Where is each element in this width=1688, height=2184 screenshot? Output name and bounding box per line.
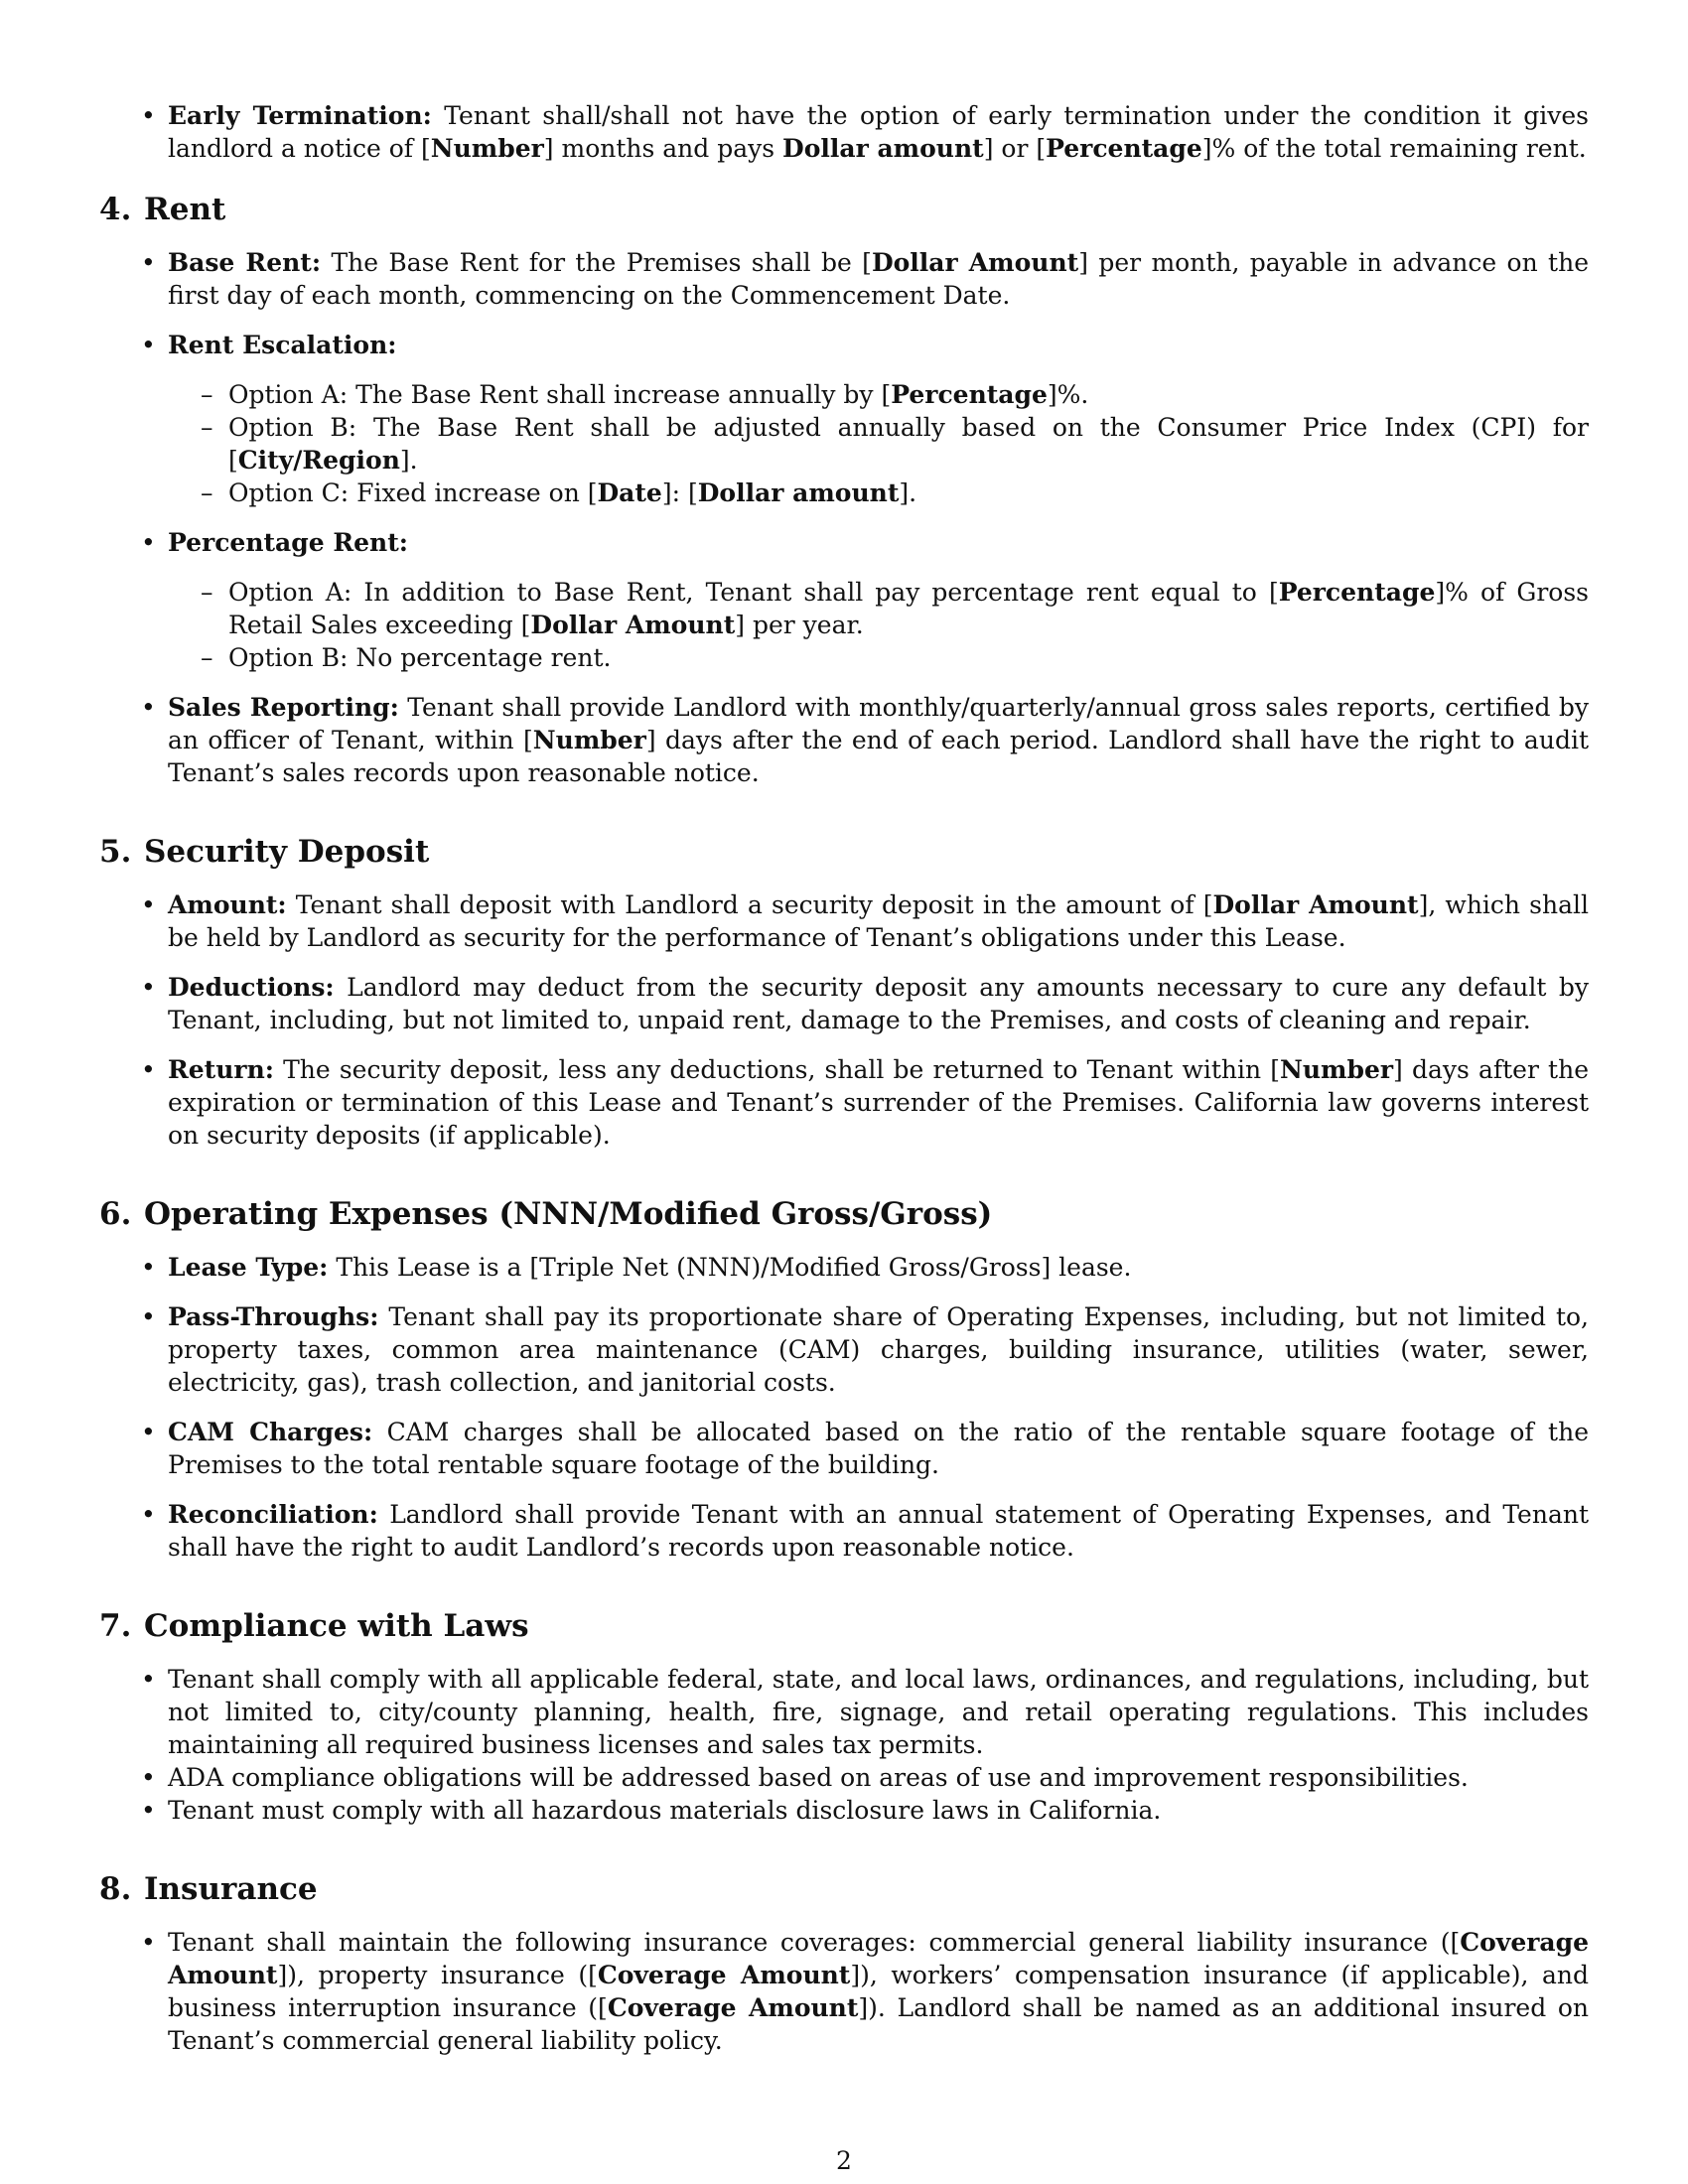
list-item-deductions: • Deductions: Landlord may deduct from the security deposit any amounts necessary to cure any default by Tenant, including, but not limited to, unpaid rent, damage to the Premises, and costs of cleaning and repair. — [168, 971, 1589, 1036]
list-item-pass-throughs: • Pass-Throughs: Tenant shall pay its proportionate share of Operating Expenses, including, but not limited to, property taxes, common area maintenance (CAM) charges, building insurance, utilities (water, sewer, electricity, gas), trash collection, and janitorial costs. — [168, 1300, 1589, 1399]
list-item-sales-reporting: • Sales Reporting: Tenant shall provide Landlord with monthly/quarterly/annual gross sales reports, certified by an officer of Tenant, within [Number] days after the end of each period. Landlord shall have the right to audit Tenant’s sales records upon reasonable notice. — [168, 691, 1589, 789]
percentage-rent-options — [168, 576, 1589, 674]
section-heading-compliance: 7. Compliance with Laws — [99, 1608, 529, 1644]
list-item-rent-escalation: • Rent Escalation: – Option A: The Base Rent shall increase annually by [Percentage]%. – Option B: The Base Rent shall be adjusted annually based on the Consumer Price Index (CPI) for [City/Region]. – Option C: Fixed increase on [Date]: [Dollar amount]. — [168, 329, 1589, 509]
section-heading-insurance: 8. Insurance — [99, 1871, 318, 1907]
section-heading-rent: 4. Rent — [99, 192, 226, 227]
list-item-cam-charges: • CAM Charges: CAM charges shall be allocated based on the ratio of the rentable square footage of the Premises to the total rentable square footage of the building. — [168, 1416, 1589, 1481]
sub-item-percentage-a: – Option A: In addition to Base Rent, Tenant shall pay percentage rent equal to [Percentage]% of Gross Retail Sales exceeding [Dollar Amount] per year. — [228, 576, 1589, 641]
list-item-insurance: • Tenant shall maintain the following insurance coverages: commercial general liability insurance ([Coverage Amount]), property insurance ([Coverage Amount]), workers’ compensation insurance (if applicable), and business interruption insurance ([Coverage Amount]). Landlord shall be named as an additional insured on Tenant’s commercial general liability policy. — [168, 1926, 1589, 2057]
list-item-lease-type: • Lease Type: This Lease is a [Triple Net (NNN)/Modified Gross/Gross] lease. — [168, 1251, 1589, 1284]
sub-item-escalation-b: – Option B: The Base Rent shall be adjusted annually based on the Consumer Price Index (CPI) for [City/Region]. — [228, 411, 1589, 477]
early-termination-list — [99, 99, 1589, 165]
list-item-early-termination: • Early Termination: Tenant shall/shall not have the option of early termination under the condition it gives landlord a notice of [Number] months and pays Dollar amount] or [Percentage]% of the total remaining rent. — [168, 99, 1589, 165]
list-item: • Tenant shall comply with all applicable federal, state, and local laws, ordinances, and regulations, including, but not limited to, city/county planning, health, fire, signage, and retail operating regulations. This includes maintaining all required business licenses and sales tax permits. — [168, 1663, 1589, 1761]
compliance-list — [99, 1663, 1589, 1827]
document-body — [99, 99, 1589, 2074]
rent-escalation-options — [168, 378, 1589, 509]
list-item-reconciliation: • Reconciliation: Landlord shall provide Tenant with an annual statement of Operating Expenses, and Tenant shall have the right to audit Landlord’s records upon reasonable notice. — [168, 1498, 1589, 1564]
rent-list — [99, 246, 1589, 789]
section-heading-operating-expenses: 6. Operating Expenses (NNN/Modified Gross/Gross) — [99, 1196, 993, 1232]
insurance-list — [99, 1926, 1589, 2057]
security-deposit-list — [99, 888, 1589, 1152]
operating-expenses-list — [99, 1251, 1589, 1564]
sub-item-escalation-c: – Option C: Fixed increase on [Date]: [Dollar amount]. — [228, 477, 1589, 509]
list-item: • Tenant must comply with all hazardous materials disclosure laws in California. — [168, 1794, 1589, 1827]
sub-item-escalation-a: – Option A: The Base Rent shall increase annually by [Percentage]%. — [228, 378, 1589, 411]
list-item: • ADA compliance obligations will be addressed based on areas of use and improvement responsibilities. — [168, 1761, 1589, 1794]
list-item-amount: • Amount: Tenant shall deposit with Landlord a security deposit in the amount of [Dollar Amount], which shall be held by Landlord as security for the performance of Tenant’s obligations under this Lease. — [168, 888, 1589, 954]
section-heading-security-deposit: 5. Security Deposit — [99, 834, 430, 870]
list-item-return: • Return: The security deposit, less any deductions, shall be returned to Tenant within [Number] days after the expiration or termination of this Lease and Tenant’s surrender of the Premises. California law governs interest on security deposits (if applicable). — [168, 1053, 1589, 1152]
sub-item-percentage-b: – Option B: No percentage rent. — [228, 641, 1589, 674]
list-item-percentage-rent: • Percentage Rent: – Option A: In addition to Base Rent, Tenant shall pay percentage rent equal to [Percentage]% of Gross Retail Sales exceeding [Dollar Amount] per year. – Option B: No percentage rent. — [168, 526, 1589, 674]
page-number: 2 — [836, 2146, 852, 2175]
list-item-base-rent: • Base Rent: The Base Rent for the Premises shall be [Dollar Amount] per month, payable in advance on the first day of each month, commencing on the Commencement Date. — [168, 246, 1589, 312]
